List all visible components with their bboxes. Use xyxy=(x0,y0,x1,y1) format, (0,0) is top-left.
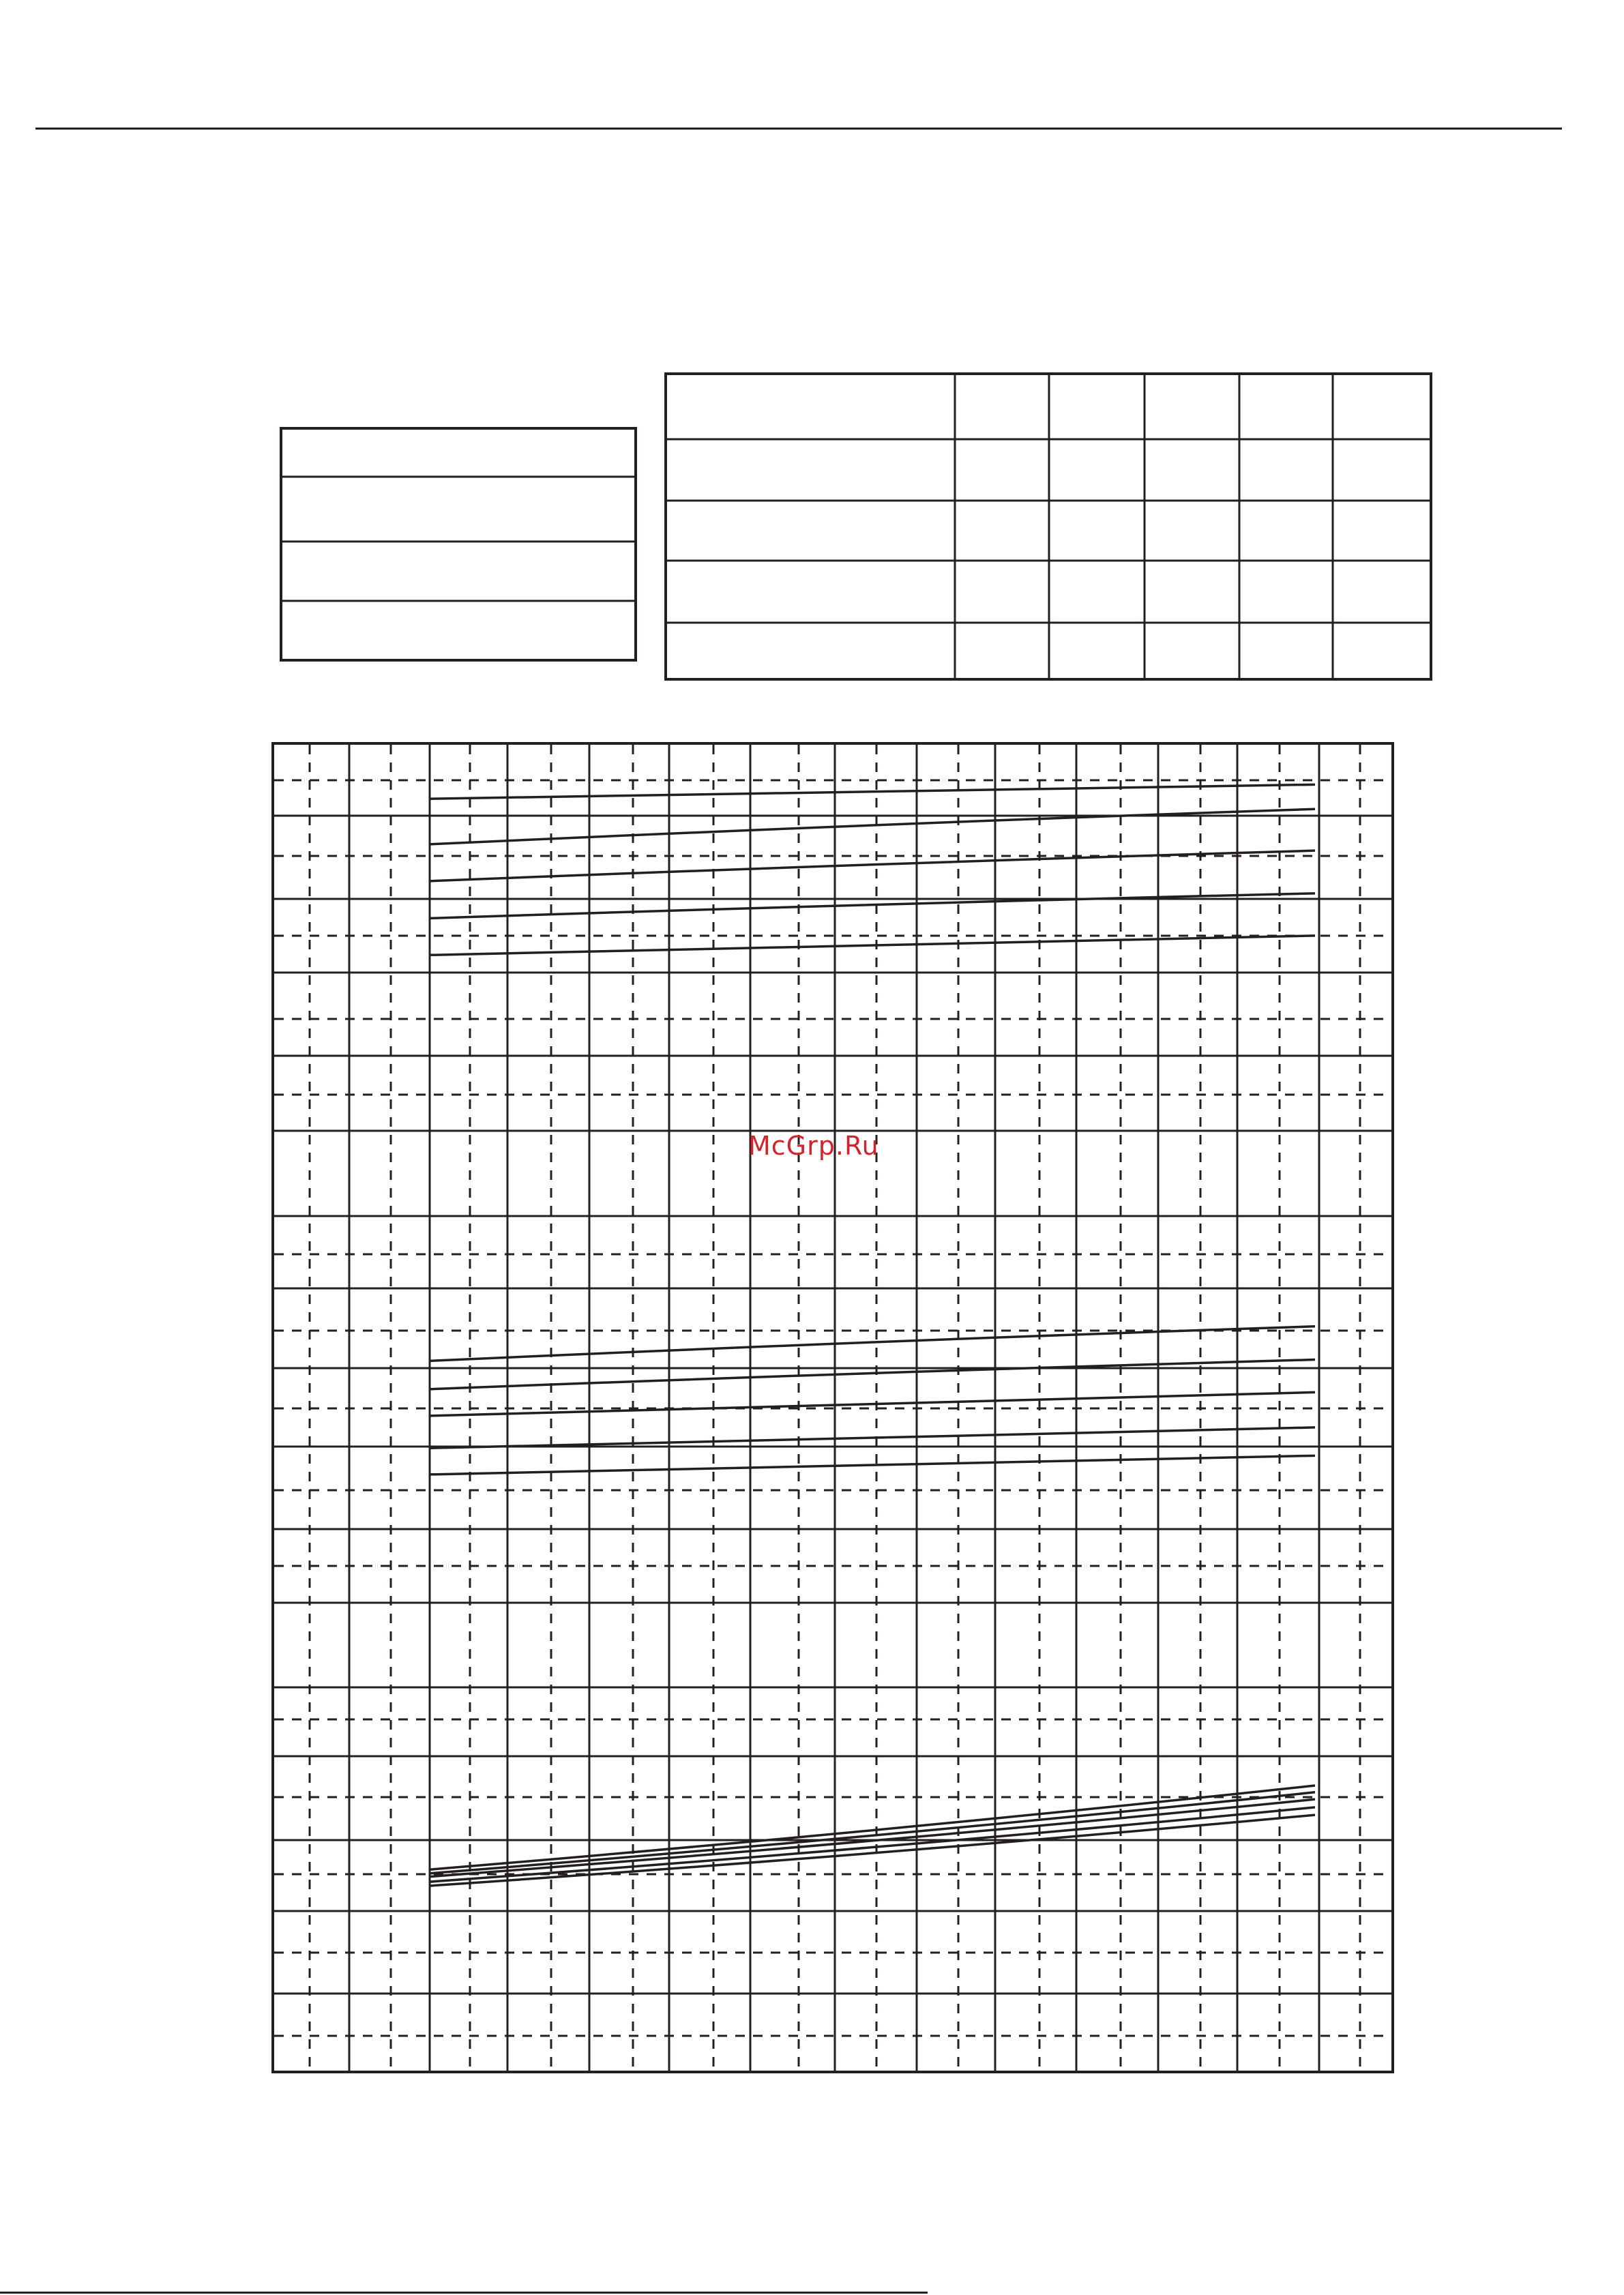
chart-curve xyxy=(430,1392,1315,1415)
chart-curve xyxy=(430,1427,1315,1448)
chart-curve xyxy=(430,809,1315,844)
chart-curve xyxy=(430,1455,1315,1475)
chart-curve xyxy=(430,936,1315,955)
chart-curve xyxy=(430,893,1315,919)
top-rule xyxy=(35,128,1562,130)
spec-table xyxy=(664,372,1432,681)
chart-curve xyxy=(430,1792,1315,1874)
chart-curve xyxy=(430,1799,1315,1876)
chart-curve xyxy=(430,1807,1315,1882)
watermark-text: McGrp.Ru xyxy=(748,1131,879,1161)
chart-curve xyxy=(430,784,1315,799)
legend-table xyxy=(280,427,637,662)
chart-curve xyxy=(430,1360,1315,1389)
bottom-rule xyxy=(0,2292,928,2294)
curve-group xyxy=(430,784,1315,1886)
chart-grid xyxy=(271,742,1394,2073)
